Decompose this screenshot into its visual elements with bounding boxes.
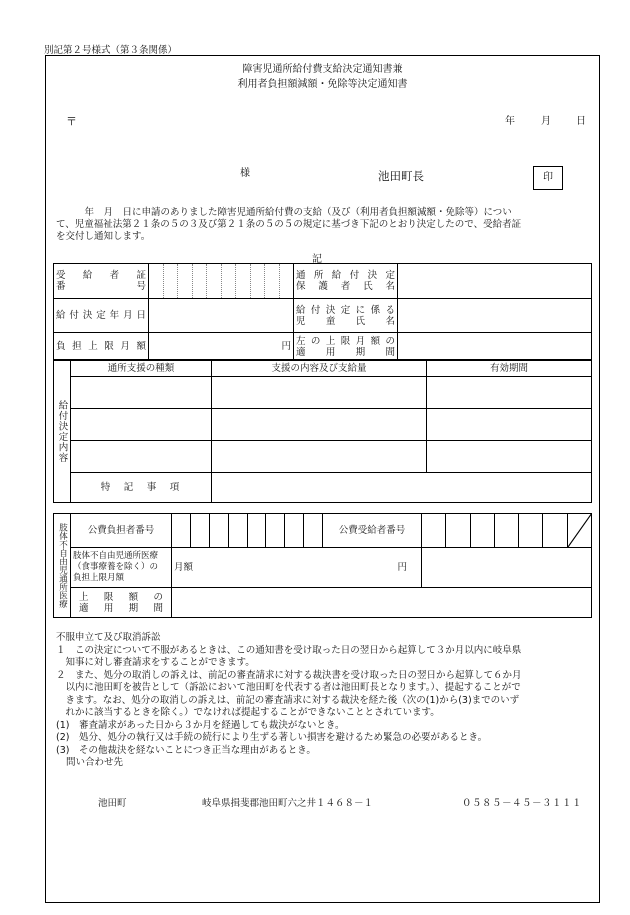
payer-no-cells — [172, 514, 323, 548]
guardian-value — [398, 264, 592, 299]
limit-month-label: 負担上限月額 — [54, 333, 149, 361]
service-row-1-valid — [427, 377, 592, 409]
service-row-2-valid — [427, 409, 592, 441]
appeal-p2d: れかに該当するときを除く。）でなければ提起することができないこととされています。 — [56, 707, 440, 718]
intro-line1: 年 月 日に申請のありました障害児通所給付費の支給（及び（利用者負担額減額・免除等）につい — [56, 207, 512, 218]
service-row-2-type — [71, 409, 212, 441]
form-label: 別記第２号様式（第３条関係） — [44, 45, 178, 56]
decision-content-side-text: 給付決定内容 — [56, 399, 68, 463]
recipient-no-medical-cells — [422, 514, 592, 548]
period-value — [398, 333, 592, 361]
appeal-p1a: １ この決定について不服があるときは、この通知書を受け取った日の翌日から起算して３か月以内に岐阜県 — [56, 644, 522, 656]
decision-date-label: 給付決定年月日 — [54, 299, 149, 333]
recipient-no-cells — [149, 264, 294, 299]
period-label-b: 適 用 期 間 — [296, 346, 395, 358]
decision-info-table — [53, 263, 592, 361]
period-label — [294, 333, 398, 361]
service-row-2-content — [212, 409, 427, 441]
recipient-no-label-b: 番 号 — [56, 281, 146, 292]
payer-no-label: 公費負担者番号 — [71, 514, 172, 548]
date-month: 月 — [541, 116, 551, 127]
medical-limit-label-a: 肢体不自由児通所医療 — [73, 551, 159, 561]
appeal-item-2: (2) 処分、処分の執行又は手続の続行により生ずる著しい損害を避けるため緊急の必要があるとき。 — [56, 732, 488, 743]
appeal-p2c: きます。なお、処分の取消しの訴えは、前記の審査請求に対する裁決を経た後（次の(1)から(3)までのいず — [56, 694, 520, 706]
medical-table — [53, 513, 592, 618]
title-line1: 障害児通所給付費支給決定通知書兼 — [242, 64, 403, 75]
yen-unit: 円 — [281, 341, 291, 352]
child-label-b: 児 童 氏 名 — [296, 315, 395, 327]
medical-side-label — [54, 514, 71, 618]
col-service-type: 通所支援の種類 — [71, 360, 212, 377]
slash-mark — [568, 514, 591, 547]
appeal-p2b: 以内に池田町を被告として（訴訟において池田町を代表する者は池田町長となります。）、提起することがで — [56, 682, 521, 693]
service-row-1-type — [71, 377, 212, 409]
addressee-suffix: 様 — [240, 168, 250, 179]
recipient-no-label — [54, 264, 149, 299]
medical-period-label-a: 上 限 額 の — [79, 591, 163, 603]
medical-side-text: 肢体不自由児通所医療 — [57, 523, 68, 608]
service-row-3-valid — [427, 441, 592, 473]
child-label-a: 給付決定に係る — [296, 304, 395, 316]
child-value — [398, 299, 592, 333]
service-row-3-content — [212, 441, 427, 473]
appeal-item-1: (1) 審査請求があった日から３か月を経過しても裁決がないとき。 — [56, 719, 345, 731]
appeal-item-3: (3) その他裁決を経ないことにつき正当な理由があるとき。 — [56, 744, 316, 756]
appeal-heading: 不服申立て及び取消訴訟 — [56, 632, 161, 643]
intro-line2: て、児童福祉法第２１条の５の３及び第２１条の５の５の規定に基づき下記のとおり決定したので、受給者証 — [56, 219, 522, 230]
issuer: 池田町長 — [378, 169, 424, 183]
appeal-p2a: ２ また、処分の取消しの訴えは、前記の審査請求に対する裁決書を受け取った日の翌日から起算して６か月 — [56, 669, 522, 681]
medical-period-value — [172, 588, 592, 618]
intro-text — [56, 207, 596, 243]
contact-address: 岐阜県揖斐郡池田町六之井１４６８－１ — [202, 798, 374, 809]
contact-name: 池田町 — [98, 798, 127, 809]
notes-value — [212, 473, 592, 503]
decision-date-value — [149, 299, 294, 333]
guardian-label — [294, 264, 398, 299]
medical-limit-value — [172, 548, 422, 588]
contact-heading: 問い合わせ先 — [66, 757, 124, 768]
medical-period-label-b: 適 用 期 間 — [79, 602, 163, 614]
guardian-label-a: 通所給付決定 — [296, 270, 395, 281]
medical-yen-unit: 円 — [397, 562, 407, 573]
col-service-content: 支援の内容及び支給量 — [212, 360, 427, 377]
period-label-a: 左の上限月額の — [296, 335, 395, 347]
limit-month-value — [149, 333, 294, 361]
intro-line3: を交付し通知します。 — [56, 231, 151, 242]
title-line2: 利用者負担額減額・免除等決定通知書 — [237, 79, 408, 90]
medical-limit-blank — [422, 548, 592, 588]
monthly-label: 月額 — [174, 562, 194, 573]
notes-label: 特 記 事 項 — [71, 473, 212, 503]
medical-period-label — [71, 588, 172, 618]
medical-limit-label-b: （食事療養を除く）の — [73, 562, 159, 572]
ki-label: 記 — [312, 254, 322, 265]
child-label — [294, 299, 398, 333]
seal-box: 印 — [533, 166, 563, 190]
col-valid-period: 有効期間 — [427, 360, 592, 377]
postal-mark: 〒 — [66, 115, 77, 128]
medical-limit-label — [71, 548, 172, 588]
appeal-p1b: 知事に対し審査請求をすることができます。 — [56, 657, 255, 668]
document-title — [45, 62, 600, 92]
date-day: 日 — [576, 116, 586, 127]
recipient-no-label-a: 受 給 者 証 — [56, 270, 146, 281]
decision-content-side-label — [54, 360, 71, 503]
contact-phone: ０５８５－４５－３１１１ — [462, 798, 583, 809]
service-row-3-type — [71, 441, 212, 473]
appeal-section — [56, 632, 596, 770]
guardian-label-b: 保護者氏名 — [296, 281, 395, 292]
recipient-no-medical-label: 公費受給者番号 — [323, 514, 422, 548]
decision-content-table — [53, 359, 592, 503]
service-row-1-content — [212, 377, 427, 409]
medical-limit-label-c: 負担上限月額 — [73, 573, 125, 583]
date-year: 年 — [505, 116, 515, 127]
